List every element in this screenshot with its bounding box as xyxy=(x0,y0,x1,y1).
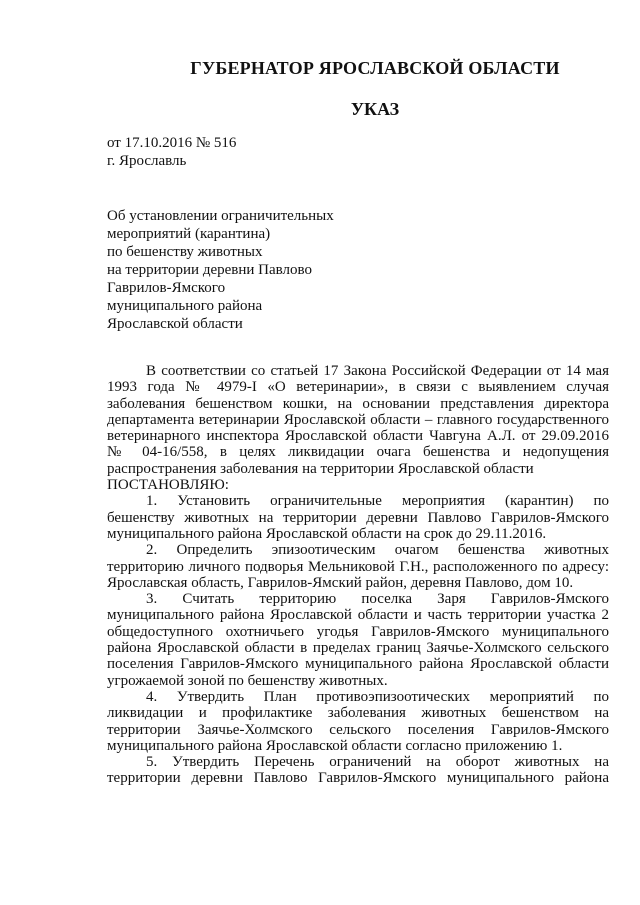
document-type: УКАЗ xyxy=(350,99,400,119)
body-line: департамента ветеринарии Ярославской области – главного государственного xyxy=(107,411,609,428)
body-line: 3. Считать территорию поселка Заря Гаврилов-Ямского xyxy=(146,591,609,608)
body-line: поселения Гаврилов-Ямского муниципального района Ярославской области xyxy=(107,656,609,673)
body-line: муниципального района Ярославской области и часть территории участка 2 xyxy=(107,607,609,624)
body-line: Ярославская область, Гаврилов-Ямский район, деревня Павлово, дом 10. xyxy=(107,574,574,591)
subject-line: мероприятий (карантина) xyxy=(107,226,271,242)
body-line: муниципального района Ярославской области на срок до 29.11.2016. xyxy=(107,525,547,542)
subject-line: Гаврилов-Ямского xyxy=(107,280,226,296)
body-line: бешенству животных на территории деревни Павлово Гаврилов-Ямского xyxy=(107,509,609,526)
body-line: территорию личного подворья Мельниковой Г.Н., расположенного по адресу: xyxy=(107,558,609,575)
subject-line: Об установлении ограничительных xyxy=(107,208,334,224)
body-line: района Ярославской области в пределах границ Заячье-Холмского сельского xyxy=(107,640,609,657)
body-line: 5. Утвердить Перечень ограничений на оборот животных на xyxy=(146,754,609,771)
body-line: заболевания бешенством кошки, на основании представления директора xyxy=(107,395,609,412)
body-line: 4. Утвердить План противоэпизоотических мероприятий по xyxy=(146,688,609,705)
body-line: территории Заячье-Холмского сельского поселения Гаврилов-Ямского xyxy=(107,721,609,738)
body-line: ликвидации и профилактике заболевания животных бешенством на xyxy=(107,705,609,722)
body-line: угрожаемой зоной по бешенству животных. xyxy=(107,672,388,689)
subject-line: по бешенству животных xyxy=(107,244,263,260)
body-line: 1. Установить ограничительные мероприятия (карантин) по xyxy=(146,493,609,510)
body-line: № 04-16/558, в целях ликвидации очага бешенства и недопущения xyxy=(107,444,609,461)
subject-line: Ярославской области xyxy=(107,316,243,332)
decree-keyword: ПОСТАНОВЛЯЮ: xyxy=(107,477,229,494)
body-line: В соответствии со статьей 17 Закона Российской Федерации от 14 мая xyxy=(146,363,609,379)
body-line: ветеринарного инспектора Ярославской области Чавгуна А.Л. от 29.09.2016 xyxy=(107,428,609,445)
document-meta xyxy=(107,134,236,170)
city: г. Ярославль xyxy=(107,153,187,169)
date-number: от 17.10.2016 № 516 xyxy=(107,135,237,151)
subject-line: на территории деревни Павлово xyxy=(107,262,313,278)
document-body xyxy=(107,363,609,787)
subject-line: муниципального района xyxy=(107,298,263,314)
body-line: муниципального района Ярославской области согласно приложению 1. xyxy=(107,737,563,754)
body-line: распространения заболевания на территории Ярославской области xyxy=(107,460,534,477)
body-line: 1993 года № 4979-I «О ветеринарии», в связи с выявлением случая xyxy=(107,379,609,396)
body-line: территории деревни Павлово Гаврилов-Ямского муниципального района xyxy=(107,770,609,787)
body-line: 2. Определить эпизоотическим очагом бешенства животных xyxy=(146,542,609,559)
document-subject xyxy=(107,207,334,333)
authority-title: ГУБЕРНАТОР ЯРОСЛАВСКОЙ ОБЛАСТИ xyxy=(190,58,560,78)
body-line: общедоступного охотничьего угодья Гаврилов-Ямского муниципального xyxy=(107,623,609,640)
